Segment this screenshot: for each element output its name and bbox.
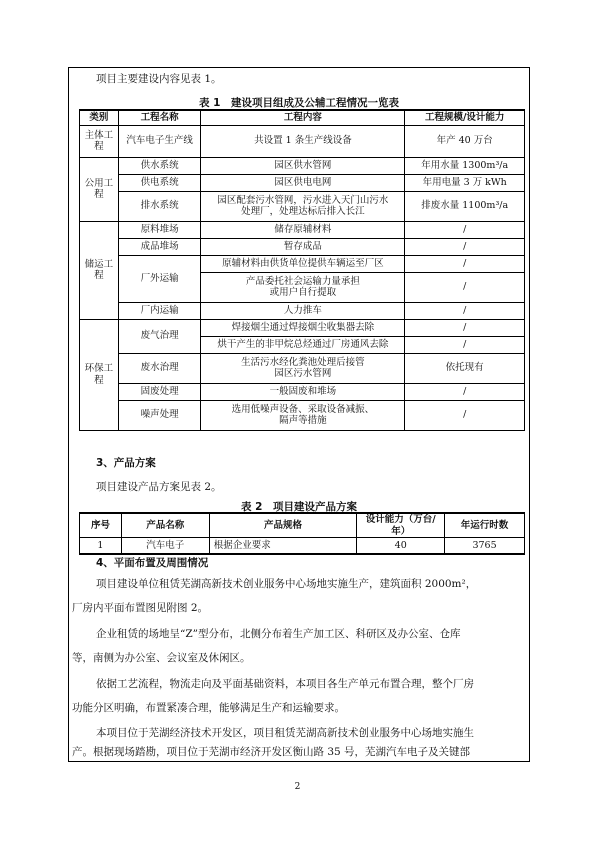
scale-cell: 排废水量 1100m³/a — [405, 191, 525, 221]
page-number: 2 — [294, 782, 301, 792]
paragraph-line: 功能分区明确，布置紧凑合理，能够满足生产和运输要求。 — [72, 702, 345, 714]
name-cell: 厂内运输 — [118, 302, 201, 319]
content-cell: 暂存成品 — [201, 238, 405, 255]
paragraph-line: 等，南侧为办公室、会议室及休闲区。 — [72, 652, 251, 664]
name-cell: 供电系统 — [118, 174, 201, 191]
table2-header: 年运行时数 — [445, 513, 525, 538]
table-row — [80, 255, 525, 272]
category-cell: 公用工程 — [80, 157, 119, 221]
category-cell: 主体工程 — [80, 125, 119, 157]
content-line: 隔声等措施 — [279, 415, 327, 426]
name-cell: 废气治理 — [118, 319, 201, 353]
table2-header: 序号 — [80, 513, 122, 538]
table-row — [80, 221, 525, 238]
name-cell: 成品堆场 — [118, 238, 201, 255]
name-cell: 供水系统 — [118, 157, 201, 174]
table-row — [80, 238, 525, 255]
content-cell: 园区供水管网 — [201, 157, 405, 174]
category-cell: 储运工程 — [80, 221, 119, 319]
scale-cell: / — [405, 400, 525, 430]
intro-text: 项目主要建设内容见表 1。 — [96, 73, 222, 85]
scale-cell: 年用电量 3 万 kWh — [405, 174, 525, 191]
content-cell: 原辅材料由供货单位提供车辆运至厂区 — [201, 255, 405, 272]
content-line: 产品委托社会运输力量承担 — [245, 275, 360, 287]
cell-product: 汽车电子 — [121, 538, 209, 554]
table1-header: 工程名称 — [118, 110, 201, 125]
table2-caption: 表 2 项目建设产品方案 — [241, 501, 357, 513]
table1 — [79, 109, 525, 431]
table2-header: 产品名称 — [121, 513, 209, 538]
scale-cell: / — [405, 221, 525, 238]
table-row — [80, 157, 525, 174]
paragraph-line: 厂房内平面布置图见附图 2。 — [72, 602, 209, 614]
table-row — [80, 383, 525, 400]
table1-caption: 表 1 建设项目组成及公辅工程情况一览表 — [199, 97, 399, 109]
content-cell: 共设置 1 条生产线设备 — [201, 125, 405, 157]
content-cell — [201, 191, 405, 221]
table1-header: 工程内容 — [201, 110, 405, 125]
content-cell: 园区供电电网 — [201, 174, 405, 191]
table-row — [80, 302, 525, 319]
content-line: 生活污水经化粪池处理后接管 — [241, 356, 365, 368]
name-cell: 汽车电子生产线 — [118, 125, 201, 157]
table-row — [80, 191, 525, 221]
name-cell: 排水系统 — [118, 191, 201, 221]
scale-cell: / — [405, 336, 525, 353]
table-row — [80, 125, 525, 157]
category-cell: 环保工程 — [80, 319, 119, 430]
scale-cell: / — [405, 319, 525, 336]
content-cell — [201, 353, 405, 383]
section3-text: 项目建设产品方案见表 2。 — [96, 481, 222, 493]
table-row — [80, 400, 525, 430]
scale-cell: / — [405, 383, 525, 400]
paragraph-line: 企业租赁的场地呈“Z”型分布，北侧分布着生产加工区、科研区及办公室、仓库 — [96, 628, 461, 640]
cell-index: 1 — [80, 538, 122, 554]
table1-header-row — [80, 110, 525, 125]
scale-cell: 年用水量 1300m³/a — [405, 157, 525, 174]
table1-header: 工程规模/设计能力 — [405, 110, 525, 125]
table-row — [80, 319, 525, 336]
table2-header-row — [80, 513, 525, 538]
section4-heading: 4、平面布置及周围情况 — [96, 557, 209, 569]
content-line: 选用低噪声设备、采取设备减振、 — [231, 403, 375, 415]
scale-cell: / — [405, 238, 525, 255]
section3-heading: 3、产品方案 — [96, 457, 156, 469]
content-line: 园区配套污水管网，污水进入天门山污水 — [217, 194, 389, 206]
table-row — [80, 353, 525, 383]
name-cell: 废水治理 — [118, 353, 201, 383]
content-cell: 储存原辅材料 — [201, 221, 405, 238]
scale-cell: / — [405, 255, 525, 272]
content-cell: 人力推车 — [201, 302, 405, 319]
paragraph-line: 产。根据现场踏勘，项目位于芜湖市经济开发区衡山路 35 号，芜湖汽车电子及关键部 — [72, 746, 471, 758]
table2-header: 产品规格 — [209, 513, 357, 538]
scale-cell: / — [405, 302, 525, 319]
table-row — [80, 538, 525, 554]
content-line: 园区污水管网 — [274, 368, 332, 379]
scale-cell: 依托现有 — [405, 353, 525, 383]
paragraph-line: 本项目位于芜湖经济技术开发区，项目租赁芜湖高新技术创业服务中心场地实施生 — [96, 727, 474, 739]
content-line: 或用户自行提取 — [269, 287, 337, 298]
cell-spec: 根据企业要求 — [209, 538, 357, 554]
scale-cell: / — [405, 272, 525, 302]
name-cell: 厂外运输 — [118, 255, 201, 302]
cell-capacity: 40 — [357, 538, 445, 554]
name-cell: 噪声处理 — [118, 400, 201, 430]
content-line: 处理厂，处理达标后排入长江 — [241, 206, 365, 217]
cell-hours: 3765 — [445, 538, 525, 554]
table2 — [79, 512, 525, 555]
content-cell: 一般固废和堆场 — [201, 383, 405, 400]
paragraph-line: 项目建设单位租赁芜湖高新技术创业服务中心场地实施生产，建筑面积 2000m²， — [96, 578, 477, 590]
scale-cell: 年产 40 万台 — [405, 125, 525, 157]
table1-header: 类别 — [80, 110, 119, 125]
content-cell — [201, 272, 405, 302]
content-cell: 焊接烟尘通过焊接烟尘收集器去除 — [201, 319, 405, 336]
table2-header: 设计能力（万台/年） — [357, 513, 445, 538]
content-cell: 烘干产生的非甲烷总烃通过厂房通风去除 — [201, 336, 405, 353]
paragraph-line: 依据工艺流程，物流走向及平面基础资料，本项目各生产单元布置合理，整个厂房 — [96, 678, 474, 690]
content-cell — [201, 400, 405, 430]
table-row — [80, 174, 525, 191]
name-cell: 原料堆场 — [118, 221, 201, 238]
name-cell: 固废处理 — [118, 383, 201, 400]
